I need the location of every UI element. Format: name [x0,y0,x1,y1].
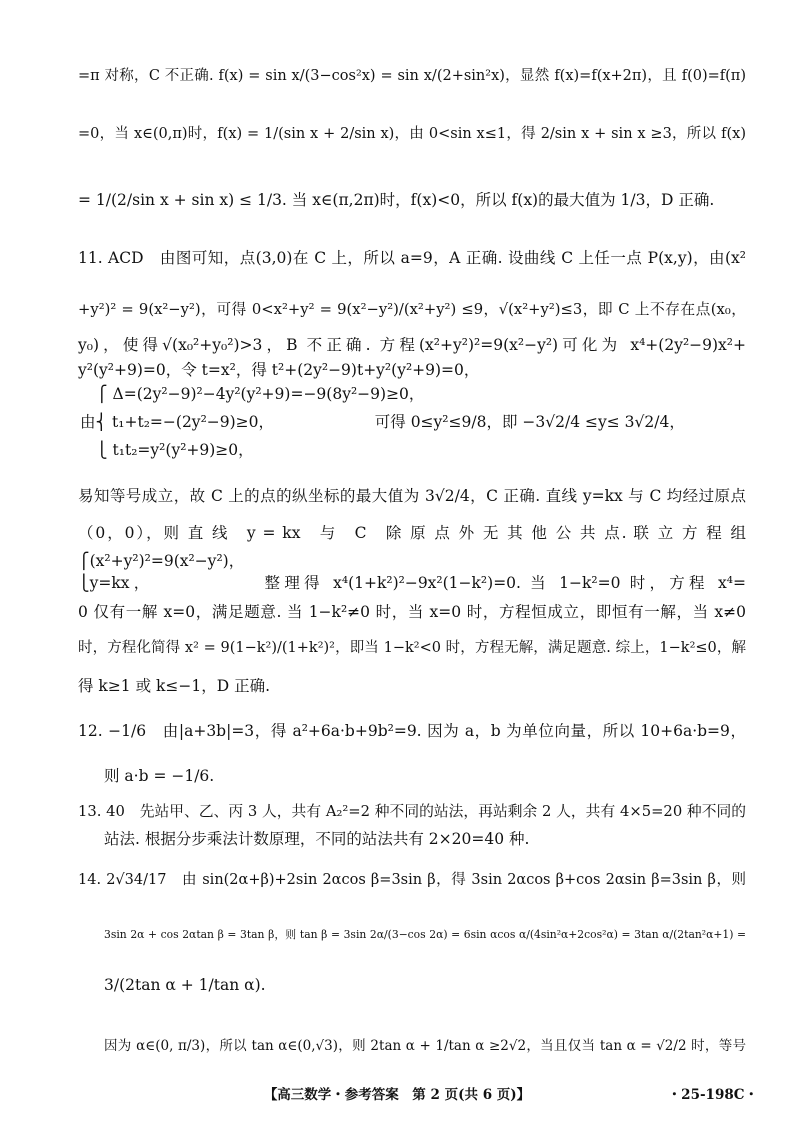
q11-system2-line-1: ⎧(x²+y²)²=9(x²−y²)， [78,552,245,570]
q12-line-1: 12. −1/6 由|a+3b|=3，得 a²+6a·b+9b²=9. 因为 a，b 为单位向量，所以 10+6a·b=9， [78,722,746,740]
text-line-1: =π 对称，C 不正确. f(x) = sin x/(3−cos²x) = sin x/(2+sin²x)，显然 f(x)=f(x+2π)，且 f(0)=f(π) [78,68,746,84]
q13-line-1: 13. 40 先站甲、乙、丙 3 人，共有 A₂²=2 种不同的站法，再站剩余 2 人，共有 4×5=20 种不同的 [78,803,746,820]
q11-line-5: 易知等号成立，故 C 上的点的纵坐标的最大值为 3√2/4，C 正确. 直线 y=kx 与 C 均经过原点 [78,487,746,505]
q11-system-line-1: ⎧ Δ=(2y²−9)²−4y²(y²+9)=−9(8y²−9)≥0， [96,385,425,403]
q11-line-8: 时，方程化简得 x² = 9(1−k²)/(1+k²)²，即当 1−k²<0 时，方程无解，满足题意. 综上，1−k²≤0，解 [78,640,746,656]
q11-line-6: （0，0），则 直 线 y = kx 与 C 除 原 点 外 无 其 他 公 共 点. 联 立 方 程 组 [78,524,746,542]
q11-line-1: 11. ACD 由图可知，点(3,0)在 C 上，所以 a=9，A 正确. 设曲线 C 上任一点 P(x,y)，由(x² [78,249,746,267]
text-line-2: =0，当 x∈(0,π)时，f(x) = 1/(sin x + 2/sin x)，由 0<sin x≤1，得 2/sin x + sin x ≥3，所以 f(x) [78,126,746,142]
q11-line-4: y²(y²+9)=0，令 t=x²，得 t²+(2y²−9)t+y²(y²+9)=0， [78,361,480,379]
footer-code: ・25-198C・ [667,1087,758,1103]
q11-system-line-3: ⎩ t₁t₂=y²(y²+9)≥0， [96,441,254,459]
footer-title: 【高三数学・参考答案 第 2 页(共 6 页)】 [263,1087,531,1103]
q11-line-3: y₀)，使得√(x₀²+y₀²)>3，B 不正确. 方程(x²+y²)²=9(x²−y²)可化为 x⁴+(2y²−9)x²+ [78,336,746,354]
q14-line-4: 因为 α∈(0, π/3)，所以 tan α∈(0,√3)，则 2tan α + 1/tan α ≥2√2，当且仅当 tan α = √2/2 时，等号 [104,1038,746,1054]
q12-line-2: 则 a·b = −1/6. [104,767,215,785]
q14-line-1: 14. 2√34/17 由 sin(2α+β)+2sin 2αcos β=3sin β，得 3sin 2αcos β+cos 2αsin β=3sin β，则 [78,872,746,888]
q11-line-9: 得 k≥1 或 k≤−1，D 正确. [78,677,271,695]
q11-system-line-2: 由⎨ t₁+t₂=−(2y²−9)≥0， 可得 0≤y²≤9/8，即 −3√2/4 ≤y≤ 3√2/4， [80,413,685,431]
page-footer [0,1083,794,1105]
q14-line-3: 3/(2tan α + 1/tan α). [104,976,266,994]
q13-line-2: 站法. 根据分步乘法计数原理，不同的站法共有 2×20=40 种. [104,830,530,848]
text-line-3: = 1/(2/sin x + sin x) ≤ 1/3. 当 x∈(π,2π)时，f(x)<0，所以 f(x)的最大值为 1/3，D 正确. [78,191,715,209]
q11-line-7: 0 仅有一解 x=0，满足题意. 当 1−k²≠0 时，当 x=0 时，方程恒成立，即恒有一解，当 x≠0 [78,603,746,621]
q14-line-2: 3sin 2α + cos 2αtan β = 3tan β，则 tan β = 3sin 2α/(3−cos 2α) = 6sin αcos α/(4sin²α+2cos²α) = 3tan α/(2tan²α+1) = [104,928,746,941]
q11-line-2: +y²)² = 9(x²−y²)，可得 0<x²+y² = 9(x²−y²)/(x²+y²) ≤9，√(x²+y²)≤3，即 C 上不存在点(x₀， [78,301,746,318]
q11-system2-line-2: ⎩y=kx， 整理得 x⁴(1+k²)²−9x²(1−k²)=0. 当 1−k²=0 时，方程 x⁴= [78,574,746,592]
